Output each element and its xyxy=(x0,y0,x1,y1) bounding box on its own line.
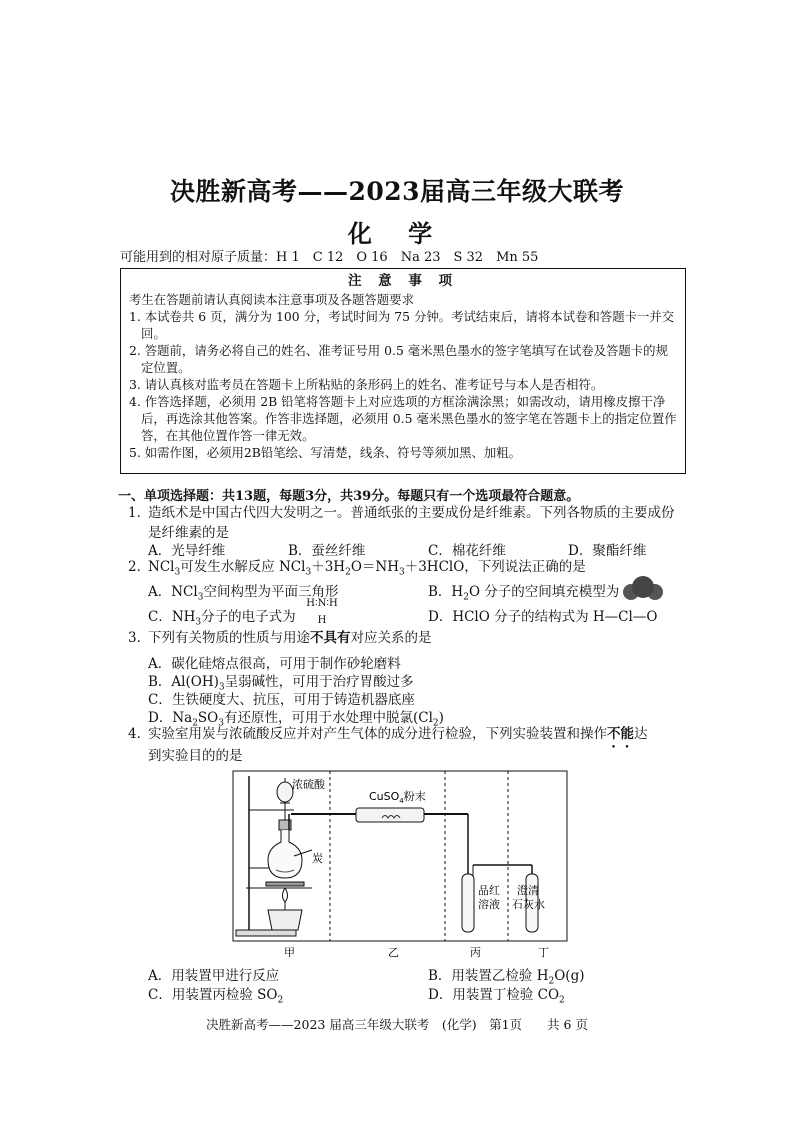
q4-number: 4． xyxy=(128,726,151,742)
q3-option-b: B．$Al(OH)_3$呈弱碱性，可用于治疗胃酸过多 xyxy=(148,674,414,693)
q3-option-c: C．生铁硬度大、抗压，可用于铸造机器底座 xyxy=(148,692,415,708)
page-footer: 决胜新高考——2023 届高三年级大联考 (化学) 第1页 共 6 页 xyxy=(206,1017,588,1032)
q4-option-d: D．用装置丁检验 $CO_2$ xyxy=(428,987,565,1006)
label-bing: 丙 xyxy=(470,946,481,959)
q4-option-a: A．用装置甲进行反应 xyxy=(148,968,280,984)
label-jia: 甲 xyxy=(284,946,295,959)
q3-stem: 下列有关物质的性质与用途不具有对应关系的是 xyxy=(148,630,432,646)
q2-number: 2． xyxy=(128,559,151,575)
test-tube-bing xyxy=(462,814,532,932)
q1-number: 1． xyxy=(128,505,151,521)
water-space-filling-model xyxy=(620,574,666,602)
q3-number: 3． xyxy=(128,630,151,646)
q4-stem-line2: 到实验目的的是 xyxy=(148,748,243,764)
notice-item-1: 1. 本试卷共 6 页，满分为 100 分，考试时间为 75 分钟。考试结束后，请将本试卷和答题卡一并交回。 xyxy=(129,309,675,341)
q1-option-d: D．聚酯纤维 xyxy=(568,543,647,559)
page-title: 决胜新高考——2023届高三年级大联考 xyxy=(169,177,625,206)
apparatus-diagram xyxy=(232,770,568,962)
alcohol-lamp xyxy=(268,888,302,930)
notice-item-4: 4. 作答选择题，必须用 2B 铅笔将答题卡上对应选项的方框涂满涂黑；如需改动，请用橡皮擦干净后，再选涂其他答案。作答非选择题，必须用 0.5 毫米黑色墨水的签字笔在答题卡上的指定位置作答，在其他位置作答一律无效。 xyxy=(129,394,677,443)
q2-option-d: D．HClO 分子的结构式为 H—Cl—O xyxy=(428,609,658,625)
label-lime-1: 澄清 xyxy=(517,884,539,897)
notice-item-3: 3. 请认真核对监考员在答题卡上所粘贴的条形码上的姓名、准考证号与本人是否相符。 xyxy=(129,377,604,392)
label-conc-acid: 浓硫酸 xyxy=(292,778,325,791)
label-yi: 乙 xyxy=(388,946,399,959)
atomic-masses: 可能用到的相对原子质量：H 1 C 12 O 16 Na 23 S 32 Mn 55 xyxy=(120,250,539,265)
q2-option-b: B．$H_2O$ 分子的空间填充模型为 xyxy=(428,584,620,603)
label-carbon: 炭 xyxy=(312,852,323,865)
q2-option-a: A．NCl$_3$空间构型为平面三角形 xyxy=(148,584,339,603)
label-cuso4: CuSO$_4$粉末 xyxy=(369,790,426,805)
nh3-electron-formula: H∶N∶H H xyxy=(306,598,338,626)
q4-option-b: B．用装置乙检验 $H_2O(g)$ xyxy=(428,968,585,987)
q1-option-b: B．蚕丝纤维 xyxy=(288,543,366,559)
q4-stem: 实验室用炭与浓硫酸反应并对产生气体的成分进行检验，下列实验装置和操作不能达 xyxy=(148,726,648,742)
q1-option-c: C．棉花纤维 xyxy=(428,543,506,559)
q2-option-c: C．$NH_3$分子的电子式为 xyxy=(148,609,296,628)
section-heading: 一、单项选择题：共13题，每题3分，共39分。每题只有一个选项最符合题意。 xyxy=(118,489,580,504)
label-ding: 丁 xyxy=(538,946,549,959)
q2-stem: NCl$_3$可发生水解反应 $NCl_3+3H_2O=NH_3+3HClO$，下列说法正确的是 xyxy=(148,559,586,578)
round-bottom-flask xyxy=(268,830,302,878)
q3-option-a: A．碳化硅熔点很高，可用于制作砂轮磨料 xyxy=(148,656,401,672)
label-pinhong-2: 溶液 xyxy=(478,898,500,911)
notice-heading: 注 意 事 项 xyxy=(347,273,459,289)
notice-item-2: 2. 答题前，请务必将自己的姓名、准考证号用 0.5 毫米黑色墨水的签字笔填写在试卷及答题卡的规定位置。 xyxy=(129,343,668,375)
label-lime-2: 石灰水 xyxy=(512,898,545,911)
notice-item-5: 5. 如需作图，必须用2B铅笔绘、写清楚，线条、符号等须加黑、加粗。 xyxy=(129,445,522,460)
label-pinhong-1: 品红 xyxy=(478,884,500,897)
drying-tube xyxy=(332,808,468,822)
q1-stem: 造纸术是中国古代四大发明之一。普通纸张的主要成份是纤维素。下列各物质的主要成份是纤维素的是 xyxy=(148,505,675,541)
notice-intro: 考生在答题前请认真阅读本注意事项及各题答题要求 xyxy=(129,292,414,307)
notice-box xyxy=(120,268,686,474)
q3-option-d: D．$Na_2SO_3$有还原性，可用于水处理中脱氯$(Cl_2)$ xyxy=(148,710,444,729)
subject-title: 化 学 xyxy=(347,219,447,248)
q1-option-a: A．光导纤维 xyxy=(148,543,226,559)
q4-option-c: C．用装置丙检验 $SO_2$ xyxy=(148,987,284,1006)
